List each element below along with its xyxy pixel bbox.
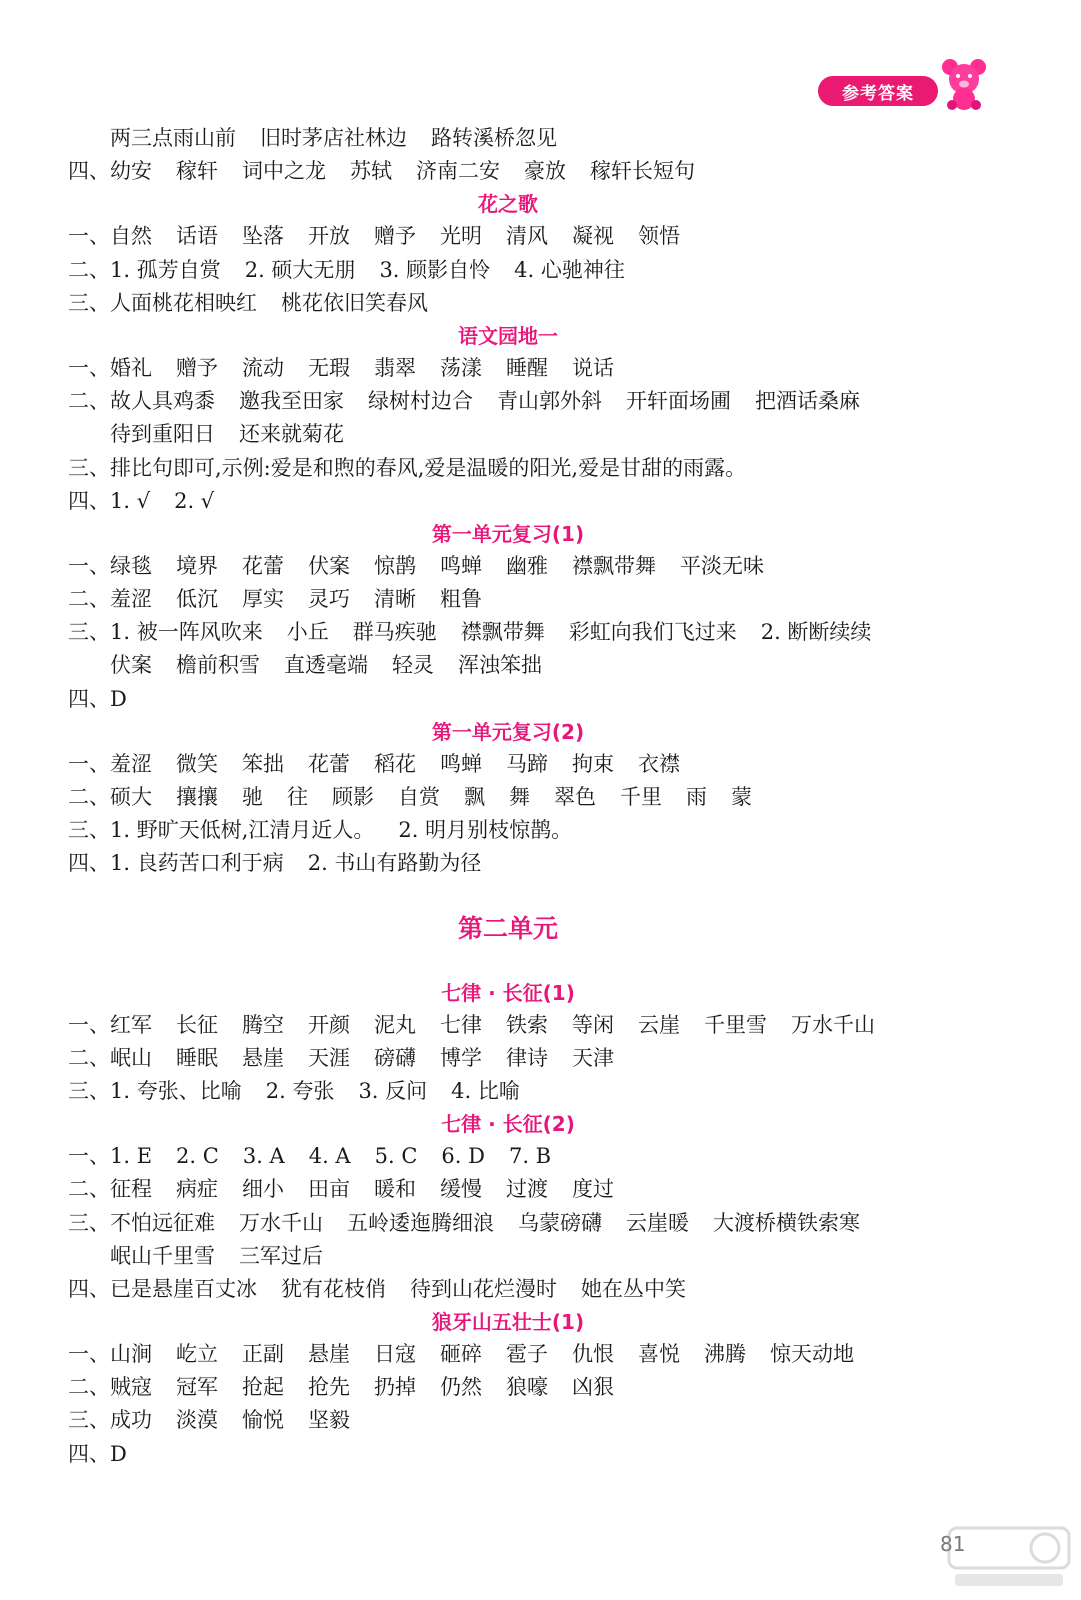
answer-content: [68, 122, 948, 1471]
answer-line: [68, 550, 948, 583]
answer-line: [68, 847, 948, 880]
answer-text: 赠予: [176, 355, 218, 380]
answer-text: 旧时茅店社林边: [260, 126, 407, 150]
answer-line: [68, 1371, 948, 1404]
answer-text: 群马疾驰: [352, 620, 437, 645]
answer-text: 抢起: [242, 1375, 284, 1400]
answer-text: 青山郭外斜: [497, 389, 602, 414]
answer-text: 坠落: [242, 224, 284, 249]
answer-text: 羞涩: [110, 751, 152, 776]
answer-text: 人面桃花相映红: [110, 290, 257, 315]
answer-text: 三军过后: [239, 1243, 323, 1268]
question-number: 一、: [68, 1012, 110, 1037]
answer-text: 天津: [572, 1045, 614, 1070]
answer-text: 顾影: [332, 785, 374, 809]
answer-line: [68, 583, 948, 616]
section-heading: 花之歌: [478, 192, 538, 217]
answer-text: 惊鹊: [374, 553, 416, 578]
answer-text: 天涯: [308, 1045, 350, 1070]
answer-text: 屹立: [176, 1342, 218, 1367]
answer-text: 雨: [686, 785, 707, 809]
answer-text: 襟飘带舞: [572, 553, 656, 578]
answer-text: 云崖: [638, 1012, 680, 1037]
answer-text: 说话: [572, 355, 614, 380]
answer-text: 领悟: [638, 224, 680, 249]
answer-text: 花蕾: [308, 751, 350, 776]
answer-text: 稼轩长短句: [590, 159, 695, 184]
question-number: 四、: [68, 159, 110, 184]
answer-text: 狼嚎: [506, 1375, 548, 1400]
answer-text: 2. 断断续续: [760, 620, 872, 645]
answer-text: 律诗: [506, 1045, 548, 1070]
answer-text: 羞涩: [110, 587, 152, 612]
question-number: 二、: [68, 785, 110, 809]
answer-line: [68, 1140, 948, 1173]
answer-text: 还来就菊花: [239, 422, 344, 447]
answer-text: 喜悦: [638, 1342, 680, 1367]
answer-text: 小丘: [286, 620, 329, 645]
answer-text: 山涧: [110, 1342, 152, 1367]
question-number: 四、: [68, 1276, 110, 1301]
answer-text: 绿毯: [110, 553, 152, 578]
answer-text: 惊天动地: [770, 1342, 854, 1367]
answer-text: 豪放: [524, 159, 566, 184]
answer-text: 悬崖: [308, 1342, 350, 1367]
answer-text: 犹有花枝俏: [281, 1276, 386, 1301]
answer-text: 1. 良药苦口利于病: [110, 851, 284, 876]
answer-text: 轻灵: [392, 653, 434, 678]
answer-text: 开颜: [308, 1012, 350, 1037]
answer-text: 待到重阳日: [110, 422, 215, 447]
answer-text: 细小: [242, 1177, 284, 1202]
answer-text: 磅礴: [374, 1045, 416, 1070]
answer-text: 话语: [176, 224, 218, 249]
answer-line: [68, 220, 948, 253]
watermark-logo: [945, 1520, 1073, 1592]
answer-text: 苏轼: [350, 159, 392, 184]
answer-line: [68, 485, 948, 518]
answer-text: 等闲: [572, 1012, 614, 1037]
answer-text: 衣襟: [638, 751, 680, 776]
answer-text: 病症: [176, 1177, 218, 1202]
answer-text: 清风: [506, 224, 548, 249]
answer-text: 平淡无味: [680, 553, 764, 578]
answer-line: [68, 1207, 948, 1240]
answer-line: [68, 1240, 948, 1273]
question-number: 三、: [68, 1408, 110, 1433]
answer-line: [68, 452, 948, 485]
answer-line: [68, 781, 948, 814]
answer-text: 浑浊笨拙: [458, 653, 542, 678]
section-heading: 七律 · 长征(1): [441, 980, 575, 1005]
answer-text: 千里雪: [704, 1012, 767, 1037]
answer-line: [68, 649, 948, 682]
answer-text: 流动: [242, 355, 284, 380]
answer-text: 粗鲁: [440, 587, 482, 612]
answer-line: [68, 683, 948, 716]
answer-text: D: [110, 686, 127, 711]
answer-text: 大渡桥横铁索寒: [713, 1210, 860, 1235]
question-number: 二、: [68, 1177, 110, 1202]
answer-text: 境界: [176, 553, 218, 578]
answer-text: 暖和: [374, 1177, 416, 1202]
answer-text: 博学: [440, 1045, 482, 1070]
question-number: 二、: [68, 389, 110, 414]
answer-text: 6. D: [441, 1144, 485, 1169]
answer-text: 故人具鸡黍: [110, 389, 215, 414]
answer-text: 荡漾: [440, 355, 482, 380]
answer-text: 往: [287, 785, 308, 809]
answer-line: [68, 748, 948, 781]
answer-text: 泥丸: [374, 1012, 416, 1037]
answer-text: 伏案: [110, 653, 152, 678]
answer-text: 愉悦: [242, 1408, 284, 1433]
answer-text: 不怕远征难: [110, 1210, 215, 1235]
question-number: 一、: [68, 224, 110, 249]
section-heading: 第一单元复习(1): [431, 521, 585, 546]
question-number: 四、: [68, 851, 110, 876]
answer-text: 无瑕: [308, 355, 350, 380]
question-number: 三、: [68, 455, 110, 480]
answer-text: 1. 野旷天低树,江清月近人。: [110, 818, 375, 843]
answer-text: 田亩: [308, 1177, 350, 1202]
answer-text: 稻花: [374, 751, 416, 776]
section-heading: 七律 · 长征(2): [441, 1112, 575, 1137]
answer-text: 桃花依旧笑春风: [281, 290, 428, 315]
answer-text: 稼轩: [176, 159, 218, 184]
answer-text: 婚礼: [110, 355, 152, 380]
answer-text: 檐前积雪: [176, 653, 260, 678]
question-number: 二、: [68, 1375, 110, 1400]
section-heading: 狼牙山五壮士(1): [431, 1310, 585, 1335]
answer-line: [68, 1173, 948, 1206]
answer-line: [68, 1273, 948, 1306]
answer-text: 岷山千里雪: [110, 1243, 215, 1268]
question-number: 三、: [68, 818, 110, 843]
answer-text: 1. 孤芳自赏: [110, 257, 221, 282]
answer-text: 2. 硕大无朋: [244, 257, 356, 282]
answer-text: 万水千山: [239, 1210, 323, 1235]
answer-text: 词中之龙: [242, 159, 326, 184]
question-number: 三、: [68, 620, 110, 645]
answer-line: [68, 122, 948, 155]
answer-text: 3. 反问: [358, 1078, 428, 1103]
answer-text: 仍然: [440, 1375, 482, 1400]
answer-text: 1. √: [110, 488, 151, 513]
answer-text: 开放: [308, 224, 350, 249]
answer-text: 开轩面场圃: [626, 389, 731, 414]
answer-text: 坚毅: [308, 1408, 350, 1433]
answer-text: 砸碎: [440, 1342, 482, 1367]
answer-text: 自然: [110, 224, 152, 249]
answer-text: 襟飘带舞: [460, 620, 545, 645]
answer-text: 硕大: [110, 785, 152, 809]
answer-line: [68, 385, 948, 418]
answer-text: 笨拙: [242, 751, 284, 776]
answer-text: 七律: [440, 1012, 482, 1037]
answer-text: 厚实: [242, 587, 284, 612]
answer-text: 2. √: [174, 488, 215, 513]
answer-text: 冠军: [176, 1375, 218, 1400]
answer-text: 铁索: [506, 1012, 548, 1037]
answer-text: 赠予: [374, 224, 416, 249]
answer-text: 贼寇: [110, 1375, 152, 1400]
answer-text: 凶狠: [572, 1375, 614, 1400]
answer-text: 红军: [110, 1012, 152, 1037]
answer-text: 攘攘: [176, 785, 218, 809]
answer-text: 济南二安: [416, 159, 500, 184]
answer-text: 翡翠: [374, 355, 416, 380]
answer-line: [68, 616, 948, 649]
answer-text: 待到山花烂漫时: [410, 1276, 557, 1301]
answer-text: 1. E: [110, 1144, 153, 1169]
answer-text: 直透毫端: [284, 653, 368, 678]
answer-text: 悬崖: [242, 1045, 284, 1070]
answer-text: 灵巧: [308, 587, 350, 612]
answer-text: 五岭逶迤腾细浪: [347, 1210, 494, 1235]
answer-text: 邀我至田家: [239, 389, 344, 414]
answer-text: 舞: [509, 785, 530, 809]
question-number: 一、: [68, 355, 110, 380]
answer-text: 云崖暖: [626, 1210, 689, 1235]
answer-text: 乌蒙磅礴: [518, 1210, 602, 1235]
answer-text: 4. 比喻: [451, 1078, 520, 1103]
section-heading: 第一单元复习(2): [431, 719, 585, 744]
answer-text: 两三点雨山前: [110, 126, 236, 150]
question-number: 二、: [68, 587, 110, 612]
answer-text: 幽雅: [506, 553, 548, 578]
answer-line: [68, 1404, 948, 1437]
answer-text: 4. A: [308, 1144, 351, 1169]
answer-text: 1. 夸张、比喻: [110, 1078, 242, 1103]
question-number: 三、: [68, 1078, 110, 1103]
answer-text: 7. B: [508, 1144, 552, 1169]
answer-text: 伏案: [308, 553, 350, 578]
question-number: 二、: [68, 257, 110, 282]
answer-line: [68, 287, 948, 320]
answer-text: 绿树村边合: [368, 389, 473, 414]
answer-text: 5. C: [374, 1144, 418, 1169]
answer-text: 3. 顾影自怜: [379, 257, 491, 282]
answer-line: [68, 1338, 948, 1371]
question-number: 三、: [68, 1210, 110, 1235]
answer-line: [68, 155, 948, 188]
answer-text: 拘束: [572, 751, 614, 776]
answer-key-badge: 参考答案: [818, 76, 938, 106]
question-number: 二、: [68, 1045, 110, 1070]
answer-text: 幼安: [110, 159, 152, 184]
answer-text: 凝视: [572, 224, 614, 249]
answer-text: 翠色: [554, 785, 596, 809]
answer-text: 蒙: [731, 785, 752, 809]
page-number: 81: [940, 1532, 966, 1556]
answer-text: 岷山: [110, 1045, 152, 1070]
answer-text: 3. A: [242, 1144, 285, 1169]
answer-line: [68, 1075, 948, 1108]
answer-text: 低沉: [176, 587, 218, 612]
answer-text: 2. 明月别枝惊鹊。: [398, 818, 573, 843]
question-number: 四、: [68, 686, 110, 711]
answer-text: 她在丛中笑: [581, 1276, 686, 1301]
answer-text: 日寇: [374, 1342, 416, 1367]
question-number: 四、: [68, 1441, 110, 1466]
answer-text: 征程: [110, 1177, 152, 1202]
answer-text: 微笑: [176, 751, 218, 776]
answer-text: 彩虹向我们飞过来: [568, 620, 737, 645]
answer-line: [68, 1042, 948, 1075]
answer-text: 扔掉: [374, 1375, 416, 1400]
answer-text: 自赏: [398, 785, 440, 809]
answer-line: [68, 352, 948, 385]
answer-text: 2. C: [176, 1144, 219, 1169]
answer-text: 光明: [440, 224, 482, 249]
answer-text: 雹子: [506, 1342, 548, 1367]
answer-text: 鸣蝉: [440, 751, 482, 776]
answer-text: 万水千山: [791, 1012, 875, 1037]
answer-text: 睡醒: [506, 355, 548, 380]
answer-text: 2. 夸张: [265, 1078, 335, 1103]
question-number: 四、: [68, 488, 110, 513]
answer-text: 长征: [176, 1012, 218, 1037]
answer-text: 把酒话桑麻: [755, 389, 860, 414]
answer-text: 鸣蝉: [440, 553, 482, 578]
answer-text: 睡眠: [176, 1045, 218, 1070]
answer-line: [68, 1438, 948, 1471]
answer-text: 抢先: [308, 1375, 350, 1400]
unit-heading: 第二单元: [457, 913, 558, 943]
answer-text: 路转溪桥忽见: [431, 126, 557, 150]
answer-text: 飘: [464, 785, 485, 809]
answer-text: 度过: [572, 1177, 614, 1202]
question-number: 一、: [68, 751, 110, 776]
answer-text: 4. 心驰神往: [514, 257, 625, 282]
question-number: 一、: [68, 553, 110, 578]
answer-text: 已是悬崖百丈冰: [110, 1276, 257, 1301]
question-number: 三、: [68, 290, 110, 315]
answer-line: [68, 254, 948, 287]
answer-text: 1. 被一阵风吹来: [110, 620, 263, 645]
question-number: 一、: [68, 1342, 110, 1367]
answer-line: [68, 1009, 948, 1042]
answer-text: 成功: [110, 1408, 152, 1433]
answer-line: [68, 418, 948, 451]
answer-text: 腾空: [242, 1012, 284, 1037]
question-number: 一、: [68, 1144, 110, 1169]
answer-text: 淡漠: [176, 1408, 218, 1433]
section-heading: 语文园地一: [458, 323, 558, 348]
answer-line: [68, 814, 948, 847]
answer-text: 驰: [242, 785, 263, 809]
answer-text: 清晰: [374, 587, 416, 612]
teddy-bear-icon: [936, 55, 992, 111]
answer-text: 2. 书山有路勤为径: [307, 851, 482, 876]
answer-text: 正副: [242, 1342, 284, 1367]
answer-text: 排比句即可,示例:爱是和煦的春风,爱是温暖的阳光,爱是甘甜的雨露。: [110, 455, 747, 480]
answer-text: 马蹄: [506, 751, 548, 776]
answer-text: 花蕾: [242, 553, 284, 578]
answer-text: 千里: [620, 785, 662, 809]
answer-text: 过渡: [506, 1177, 548, 1202]
answer-text: 仇恨: [572, 1342, 614, 1367]
answer-text: 缓慢: [440, 1177, 482, 1202]
answer-text: D: [110, 1441, 127, 1466]
answer-text: 沸腾: [704, 1342, 746, 1367]
